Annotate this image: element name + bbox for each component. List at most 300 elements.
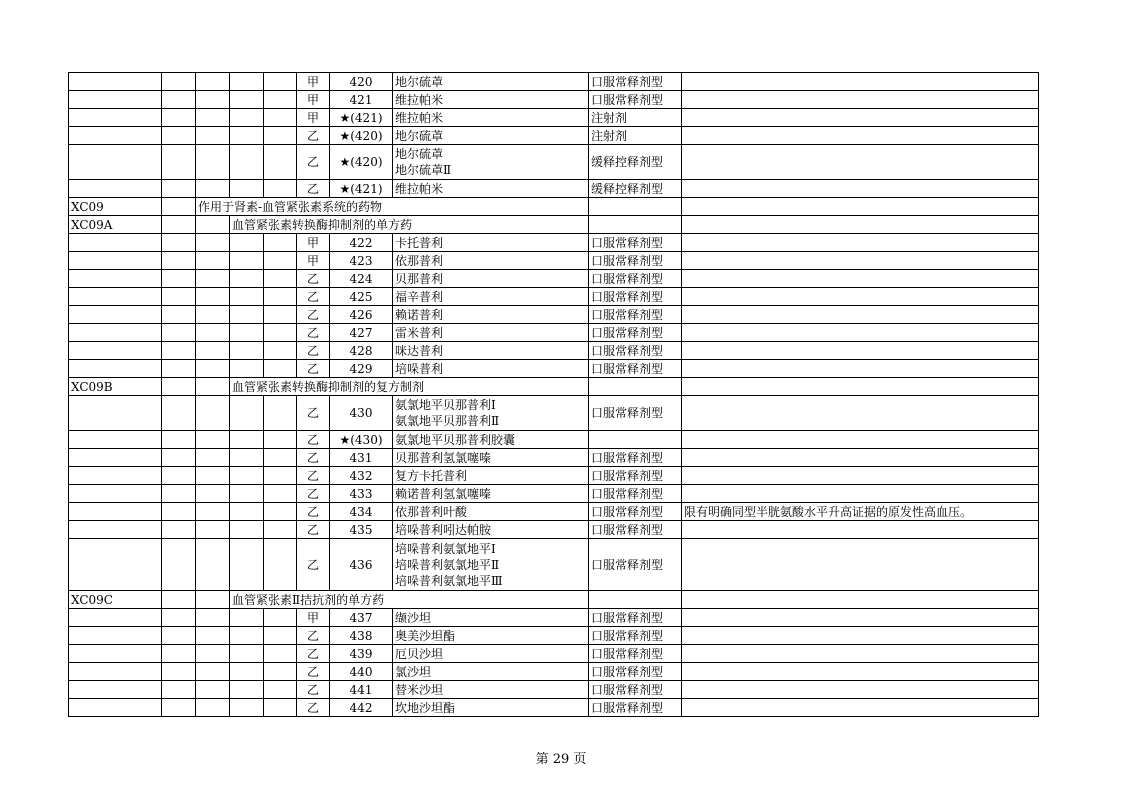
- number-cell: 439: [330, 645, 393, 663]
- category-cell: 乙: [297, 270, 330, 288]
- atc-code-cell: [69, 485, 162, 503]
- empty-cell: [162, 288, 196, 306]
- group-row: [69, 216, 1039, 234]
- drug-name: 奥美沙坦酯: [395, 628, 456, 643]
- table-row: [69, 180, 1039, 198]
- empty-cell: [196, 180, 230, 198]
- table-row: [69, 360, 1039, 378]
- dosage-form-cell: 口服常释剂型: [589, 252, 682, 270]
- number-cell: 429: [330, 360, 393, 378]
- dosage-form-cell: 口服常释剂型: [589, 663, 682, 681]
- empty-cell: [162, 627, 196, 645]
- empty-cell: [230, 270, 264, 288]
- group-title-cell: 作用于肾素-血管紧张素系统的药物: [196, 198, 589, 216]
- number-cell: 432: [330, 467, 393, 485]
- empty-cell: [196, 324, 230, 342]
- number-cell: 441: [330, 681, 393, 699]
- drug-name-cell: [393, 503, 589, 521]
- atc-code-cell: [69, 145, 162, 180]
- empty-cell: [230, 485, 264, 503]
- remark-cell: [682, 270, 1039, 288]
- drug-name-cell: [393, 109, 589, 127]
- category-cell: 乙: [297, 324, 330, 342]
- drug-name: 维拉帕米: [395, 110, 444, 125]
- table-row: [69, 288, 1039, 306]
- number-cell: 424: [330, 270, 393, 288]
- remark-cell: [682, 324, 1039, 342]
- empty-cell: [230, 180, 264, 198]
- remark-cell: [682, 288, 1039, 306]
- dosage-form-cell: 口服常释剂型: [589, 324, 682, 342]
- category-cell: 乙: [297, 431, 330, 449]
- dosage-form-cell: 口服常释剂型: [589, 699, 682, 717]
- empty-cell: [264, 681, 297, 699]
- empty-cell: [230, 342, 264, 360]
- empty-cell: [196, 609, 230, 627]
- drug-name-cell: [393, 288, 589, 306]
- table-row: [69, 539, 1039, 591]
- drug-name: 维拉帕米: [395, 92, 444, 107]
- number-cell: 428: [330, 342, 393, 360]
- empty-cell: [196, 109, 230, 127]
- drug-name: 厄贝沙坦: [395, 646, 444, 661]
- drug-name: 培哚普利氨氯地平Ⅱ: [395, 557, 500, 572]
- dosage-form-cell: 口服常释剂型: [589, 270, 682, 288]
- drug-name-cell: [393, 521, 589, 539]
- atc-code-cell: [69, 396, 162, 431]
- drug-name: 贝那普利: [395, 271, 444, 286]
- drug-name: 培哚普利氨氯地平Ⅲ: [395, 573, 503, 588]
- empty-cell: [162, 342, 196, 360]
- empty-cell: [264, 609, 297, 627]
- atc-code-cell: [69, 234, 162, 252]
- atc-code-cell: [69, 627, 162, 645]
- atc-code-cell: [69, 645, 162, 663]
- category-cell: 乙: [297, 645, 330, 663]
- drug-name-cell: [393, 342, 589, 360]
- table-row: [69, 91, 1039, 109]
- empty-cell: [162, 396, 196, 431]
- empty-cell: [589, 378, 682, 396]
- empty-cell: [196, 234, 230, 252]
- empty-cell: [264, 521, 297, 539]
- dosage-form-cell: 口服常释剂型: [589, 627, 682, 645]
- remark-cell: [682, 681, 1039, 699]
- empty-cell: [196, 449, 230, 467]
- table-row: [69, 324, 1039, 342]
- drug-name: 培哚普利: [395, 361, 444, 376]
- empty-cell: [162, 609, 196, 627]
- table-row: [69, 521, 1039, 539]
- number-cell: 437: [330, 609, 393, 627]
- empty-cell: [196, 663, 230, 681]
- remark-cell: [682, 699, 1039, 717]
- atc-code-cell: [69, 449, 162, 467]
- number-cell: ★(430): [330, 431, 393, 449]
- empty-cell: [162, 503, 196, 521]
- empty-cell: [196, 485, 230, 503]
- empty-cell: [682, 198, 1039, 216]
- empty-cell: [264, 127, 297, 145]
- category-cell: 乙: [297, 485, 330, 503]
- empty-cell: [264, 342, 297, 360]
- atc-code-cell: [69, 467, 162, 485]
- empty-cell: [682, 591, 1039, 609]
- drug-name: 依那普利叶酸: [395, 504, 468, 519]
- category-cell: 甲: [297, 109, 330, 127]
- number-cell: 440: [330, 663, 393, 681]
- empty-cell: [264, 180, 297, 198]
- empty-cell: [196, 127, 230, 145]
- table-row: [69, 73, 1039, 91]
- category-cell: 甲: [297, 91, 330, 109]
- dosage-form-cell: 口服常释剂型: [589, 288, 682, 306]
- number-cell: ★(421): [330, 180, 393, 198]
- group-row: [69, 198, 1039, 216]
- drug-name: 缬沙坦: [395, 610, 432, 625]
- empty-cell: [196, 360, 230, 378]
- drug-name: 卡托普利: [395, 235, 444, 250]
- dosage-form-cell: 口服常释剂型: [589, 467, 682, 485]
- dosage-form-cell: 口服常释剂型: [589, 681, 682, 699]
- category-cell: 乙: [297, 306, 330, 324]
- table-row: [69, 342, 1039, 360]
- drug-name-cell: [393, 73, 589, 91]
- empty-cell: [196, 645, 230, 663]
- number-cell: 426: [330, 306, 393, 324]
- remark-cell: 限有明确同型半胱氨酸水平升高证据的原发性高血压。: [682, 503, 1039, 521]
- dosage-form-cell: 口服常释剂型: [589, 485, 682, 503]
- drug-name-cell: [393, 145, 589, 180]
- remark-cell: [682, 609, 1039, 627]
- drug-name-cell: [393, 396, 589, 431]
- empty-cell: [230, 449, 264, 467]
- remark-cell: [682, 342, 1039, 360]
- drug-name: 地尔硫䓬: [395, 74, 444, 89]
- drug-name-cell: [393, 431, 589, 449]
- empty-cell: [264, 288, 297, 306]
- empty-cell: [162, 431, 196, 449]
- category-cell: 乙: [297, 699, 330, 717]
- remark-cell: [682, 306, 1039, 324]
- table-row: [69, 145, 1039, 180]
- dosage-form-cell: [589, 431, 682, 449]
- remark-cell: [682, 91, 1039, 109]
- empty-cell: [230, 145, 264, 180]
- empty-cell: [196, 91, 230, 109]
- dosage-form-cell: 口服常释剂型: [589, 539, 682, 591]
- empty-cell: [230, 645, 264, 663]
- drug-name: 赖诺普利氢氯噻嗪: [395, 486, 492, 501]
- empty-cell: [589, 216, 682, 234]
- dosage-form-cell: 口服常释剂型: [589, 306, 682, 324]
- drug-name: 氨氯地平贝那普利胶囊: [395, 432, 516, 447]
- empty-cell: [162, 681, 196, 699]
- remark-cell: [682, 252, 1039, 270]
- empty-cell: [162, 663, 196, 681]
- category-cell: 乙: [297, 539, 330, 591]
- remark-cell: [682, 431, 1039, 449]
- empty-cell: [264, 431, 297, 449]
- drug-name-cell: [393, 645, 589, 663]
- empty-cell: [196, 503, 230, 521]
- drug-name-cell: [393, 539, 589, 591]
- empty-cell: [264, 627, 297, 645]
- drug-name-cell: [393, 467, 589, 485]
- dosage-form-cell: 口服常释剂型: [589, 360, 682, 378]
- atc-code-cell: [69, 91, 162, 109]
- atc-code-cell: XC09A: [69, 216, 162, 234]
- group-title-cell: 血管紧张素转换酶抑制剂的单方药: [230, 216, 589, 234]
- group-row: [69, 591, 1039, 609]
- empty-cell: [264, 503, 297, 521]
- remark-cell: [682, 467, 1039, 485]
- atc-code-cell: [69, 699, 162, 717]
- atc-code-cell: XC09C: [69, 591, 162, 609]
- table-row: [69, 699, 1039, 717]
- dosage-form-cell: 口服常释剂型: [589, 503, 682, 521]
- remark-cell: [682, 663, 1039, 681]
- empty-cell: [162, 127, 196, 145]
- category-cell: 乙: [297, 360, 330, 378]
- empty-cell: [264, 73, 297, 91]
- table-row: [69, 449, 1039, 467]
- atc-code-cell: [69, 663, 162, 681]
- empty-cell: [162, 252, 196, 270]
- empty-cell: [196, 521, 230, 539]
- drug-name: 贝那普利氢氯噻嗪: [395, 450, 492, 465]
- empty-cell: [230, 324, 264, 342]
- number-cell: ★(420): [330, 145, 393, 180]
- empty-cell: [264, 699, 297, 717]
- empty-cell: [264, 645, 297, 663]
- group-title-cell: 血管紧张素转换酶抑制剂的复方制剂: [230, 378, 589, 396]
- drug-name-cell: [393, 270, 589, 288]
- empty-cell: [196, 342, 230, 360]
- category-cell: 乙: [297, 342, 330, 360]
- remark-cell: [682, 645, 1039, 663]
- table-row: [69, 270, 1039, 288]
- dosage-form-cell: 口服常释剂型: [589, 73, 682, 91]
- empty-cell: [230, 503, 264, 521]
- dosage-form-cell: 缓释控释剂型: [589, 145, 682, 180]
- drug-name: 培哚普利吲达帕胺: [395, 522, 492, 537]
- empty-cell: [162, 467, 196, 485]
- empty-cell: [230, 521, 264, 539]
- drug-name: 地尔硫䓬: [395, 128, 444, 143]
- remark-cell: [682, 180, 1039, 198]
- empty-cell: [196, 145, 230, 180]
- empty-cell: [162, 449, 196, 467]
- dosage-form-cell: 口服常释剂型: [589, 645, 682, 663]
- atc-code-cell: [69, 681, 162, 699]
- atc-code-cell: [69, 252, 162, 270]
- empty-cell: [230, 109, 264, 127]
- drug-name-cell: [393, 485, 589, 503]
- empty-cell: [196, 378, 230, 396]
- category-cell: 乙: [297, 180, 330, 198]
- empty-cell: [196, 252, 230, 270]
- empty-cell: [196, 270, 230, 288]
- empty-cell: [230, 288, 264, 306]
- empty-cell: [196, 539, 230, 591]
- atc-code-cell: [69, 521, 162, 539]
- empty-cell: [162, 485, 196, 503]
- atc-code-cell: [69, 539, 162, 591]
- empty-cell: [196, 681, 230, 699]
- empty-cell: [589, 198, 682, 216]
- empty-cell: [230, 663, 264, 681]
- atc-code-cell: [69, 306, 162, 324]
- empty-cell: [162, 180, 196, 198]
- empty-cell: [196, 396, 230, 431]
- number-cell: 421: [330, 91, 393, 109]
- empty-cell: [264, 324, 297, 342]
- number-cell: ★(420): [330, 127, 393, 145]
- number-cell: 431: [330, 449, 393, 467]
- remark-cell: [682, 539, 1039, 591]
- remark-cell: [682, 485, 1039, 503]
- category-cell: 乙: [297, 145, 330, 180]
- dosage-form-cell: 口服常释剂型: [589, 91, 682, 109]
- drug-name: 福辛普利: [395, 289, 444, 304]
- empty-cell: [230, 252, 264, 270]
- empty-cell: [230, 467, 264, 485]
- number-cell: 435: [330, 521, 393, 539]
- drug-name: 坎地沙坦酯: [395, 700, 456, 715]
- table-row: [69, 645, 1039, 663]
- empty-cell: [264, 449, 297, 467]
- atc-code-cell: [69, 288, 162, 306]
- drug-name: 复方卡托普利: [395, 468, 468, 483]
- drug-name-cell: [393, 681, 589, 699]
- drug-name: 地尔硫䓬Ⅱ: [395, 163, 452, 177]
- empty-cell: [162, 73, 196, 91]
- dosage-form-cell: 口服常释剂型: [589, 449, 682, 467]
- remark-cell: [682, 360, 1039, 378]
- dosage-form-cell: 注射剂: [589, 127, 682, 145]
- empty-cell: [230, 91, 264, 109]
- dosage-form-cell: 口服常释剂型: [589, 234, 682, 252]
- remark-cell: [682, 145, 1039, 180]
- atc-code-cell: [69, 609, 162, 627]
- remark-cell: [682, 73, 1039, 91]
- drug-name-cell: [393, 180, 589, 198]
- atc-code-cell: XC09: [69, 198, 162, 216]
- empty-cell: [230, 127, 264, 145]
- empty-cell: [230, 609, 264, 627]
- remark-cell: [682, 627, 1039, 645]
- empty-cell: [230, 306, 264, 324]
- table-row: [69, 681, 1039, 699]
- empty-cell: [230, 627, 264, 645]
- empty-cell: [230, 73, 264, 91]
- atc-code-cell: [69, 180, 162, 198]
- drug-name-cell: [393, 609, 589, 627]
- category-cell: 乙: [297, 681, 330, 699]
- table-row: [69, 396, 1039, 431]
- remark-cell: [682, 449, 1039, 467]
- number-cell: 420: [330, 73, 393, 91]
- atc-code-cell: [69, 270, 162, 288]
- empty-cell: [230, 681, 264, 699]
- empty-cell: [196, 467, 230, 485]
- empty-cell: [196, 73, 230, 91]
- drug-name-cell: [393, 360, 589, 378]
- category-cell: 甲: [297, 252, 330, 270]
- empty-cell: [196, 306, 230, 324]
- empty-cell: [230, 431, 264, 449]
- number-cell: 430: [330, 396, 393, 431]
- empty-cell: [230, 234, 264, 252]
- empty-cell: [264, 467, 297, 485]
- category-cell: 乙: [297, 467, 330, 485]
- empty-cell: [162, 699, 196, 717]
- dosage-form-cell: 口服常释剂型: [589, 342, 682, 360]
- dosage-form-cell: 口服常释剂型: [589, 521, 682, 539]
- table-row: [69, 485, 1039, 503]
- drug-name-cell: [393, 306, 589, 324]
- drug-name-cell: [393, 324, 589, 342]
- remark-cell: [682, 521, 1039, 539]
- empty-cell: [162, 324, 196, 342]
- atc-code-cell: [69, 431, 162, 449]
- table-row: [69, 127, 1039, 145]
- empty-cell: [162, 91, 196, 109]
- category-cell: 乙: [297, 521, 330, 539]
- empty-cell: [162, 145, 196, 180]
- drug-name: 培哚普利氨氯地平Ⅰ: [395, 541, 496, 556]
- dosage-form-cell: 注射剂: [589, 109, 682, 127]
- atc-code-cell: [69, 324, 162, 342]
- drug-name: 氨氯地平贝那普利Ⅰ: [395, 398, 496, 412]
- drug-name: 赖诺普利: [395, 307, 444, 322]
- group-title-cell: 血管紧张素Ⅱ拮抗剂的单方药: [230, 591, 589, 609]
- category-cell: 甲: [297, 234, 330, 252]
- category-cell: 乙: [297, 127, 330, 145]
- page-number: 第 29 页: [535, 752, 587, 767]
- number-cell: 423: [330, 252, 393, 270]
- empty-cell: [264, 539, 297, 591]
- empty-cell: [230, 360, 264, 378]
- drug-name-cell: [393, 627, 589, 645]
- number-cell: 442: [330, 699, 393, 717]
- empty-cell: [264, 252, 297, 270]
- drug-name: 氨氯地平贝那普利Ⅱ: [395, 414, 500, 428]
- drug-name-cell: [393, 91, 589, 109]
- category-cell: 乙: [297, 627, 330, 645]
- empty-cell: [162, 591, 196, 609]
- drug-name: 咪达普利: [395, 343, 444, 358]
- table-row: [69, 109, 1039, 127]
- empty-cell: [230, 396, 264, 431]
- dosage-form-cell: 口服常释剂型: [589, 609, 682, 627]
- empty-cell: [162, 216, 196, 234]
- empty-cell: [682, 216, 1039, 234]
- category-cell: 乙: [297, 288, 330, 306]
- drug-name: 替米沙坦: [395, 682, 444, 697]
- number-cell: ★(421): [330, 109, 393, 127]
- drug-list-table: [68, 72, 1039, 717]
- empty-cell: [264, 145, 297, 180]
- empty-cell: [264, 306, 297, 324]
- empty-cell: [264, 234, 297, 252]
- dosage-form-cell: 口服常释剂型: [589, 396, 682, 431]
- empty-cell: [264, 396, 297, 431]
- drug-name-cell: [393, 663, 589, 681]
- table-row: [69, 609, 1039, 627]
- atc-code-cell: [69, 127, 162, 145]
